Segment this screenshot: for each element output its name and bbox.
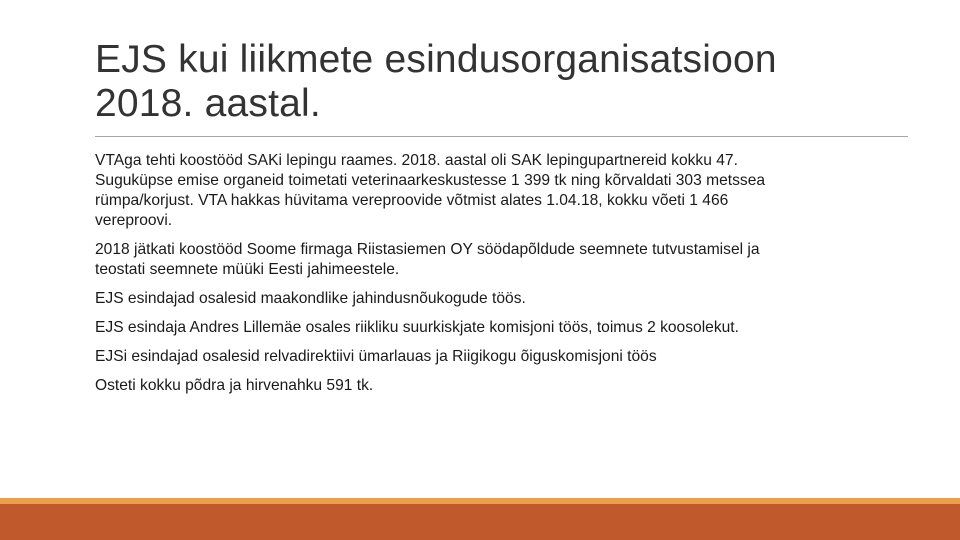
slide-title [95,38,895,126]
paragraph-line: EJS esindajad osalesid maakondlike jahindusnõukogude töös. [95,290,526,307]
paragraph-riistasiemen [95,240,900,280]
slide-title-line-2: 2018. aastal. [95,82,321,125]
paragraph-line: 2018 jätkati koostööd Soome firmaga Riistasiemen OY söödapõldude seemnete tutvustamisel ja [95,241,760,258]
paragraph-line: Osteti kokku põdra ja hirvenahku 591 tk. [95,377,374,394]
paragraph-large-carnivores-commission [95,318,900,338]
slide-title-line-1: EJS kui liikmete esindusorganisatsioon [95,38,777,81]
paragraph-county-councils [95,289,900,309]
paragraph-line: EJSi esindajad osalesid relvadirektiivi ümarlauas ja Riigikogu õiguskomisjoni töös [95,348,657,365]
paragraph-line: VTAga tehti koostööd SAKi lepingu raames. 2018. aastal oli SAK lepingupartnereid kokku 47. [95,152,738,169]
title-divider [95,136,908,137]
paragraph-vta-cooperation [95,151,900,231]
paragraph-weapons-directive [95,347,900,367]
footer-bar [0,504,960,540]
paragraph-line: teostati seemnete müüki Eesti jahimeestele. [95,261,400,278]
paragraph-line: vereproovi. [95,212,173,229]
paragraph-line: EJS esindaja Andres Lillemäe osales riikliku suurkiskjate komisjoni töös, toimus 2 koosolekut. [95,319,739,336]
paragraph-line: Suguküpse emise organeid toimetati veterinaarkeskustesse 1 399 tk ning kõrvaldati 303 metssea [95,172,766,189]
slide-body [95,151,900,405]
paragraph-hides-purchased [95,376,900,396]
paragraph-line: rümpa/korjust. VTA hakkas hüvitama vereproovide võtmist alates 1.04.18, kokku võeti 1 466 [95,192,729,209]
